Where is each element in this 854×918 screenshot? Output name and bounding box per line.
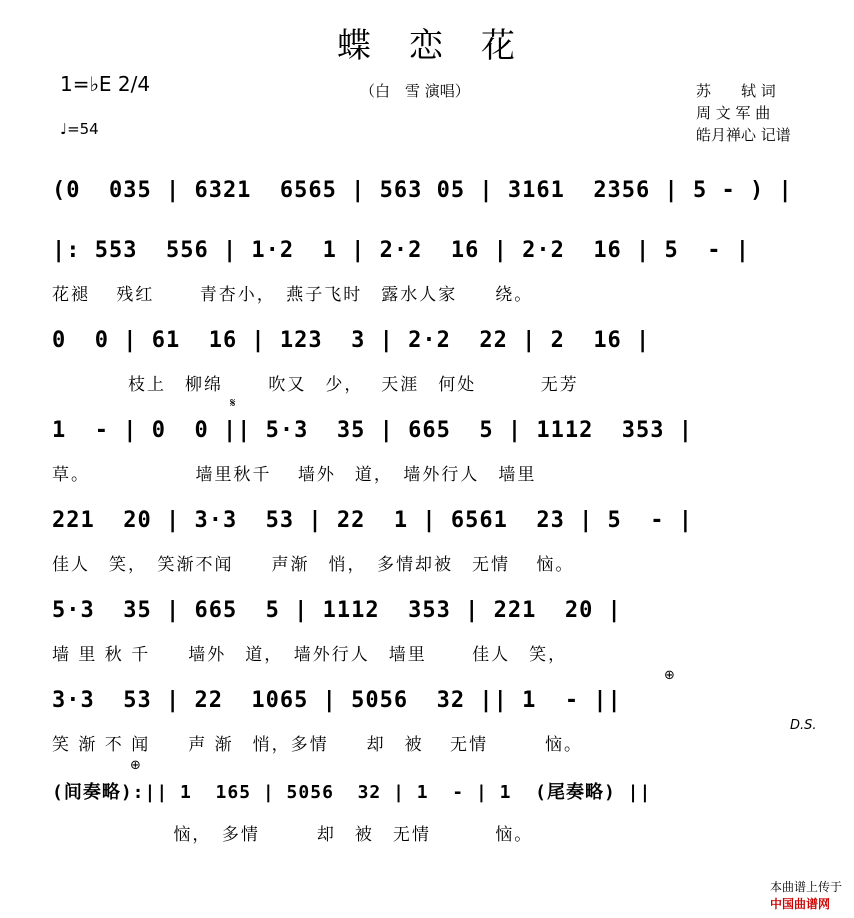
- composer-credit: 周 文 军 曲: [696, 104, 771, 122]
- notes-line: 0 0 | 61 16 | 123 3 | 2·2 22 | 2 16 |: [52, 328, 651, 353]
- notes-line: 3·3 53 | 22 1065 | 5056 32 || 1 - ||: [52, 688, 622, 713]
- song-title: 蝶 恋 花: [337, 26, 517, 66]
- notes-line: 221 20 | 3·3 53 | 22 1 | 6561 23 | 5 - |: [52, 508, 694, 533]
- score-row-4: [0, 396, 854, 502]
- segno-mark: 𝄋: [230, 396, 236, 411]
- lyrics-line: 草。 墙里秋千 墙外 道， 墙外行人 墙里: [52, 465, 537, 485]
- score-row-6: [0, 598, 854, 682]
- score-row-3: [0, 328, 854, 412]
- lyrics-line: 恼， 多情 却 被 无情 恼。: [52, 825, 534, 845]
- lyrics-line: 佳人 笑， 笑渐不闻 声渐 悄， 多情却被 无情 恼。: [52, 555, 575, 575]
- site-logo: 中国曲谱网: [769, 897, 830, 911]
- score-row-2: [0, 238, 854, 322]
- lyrics-line: 墙 里 秋 千 墙外 道， 墙外行人 墙里 佳人 笑，: [52, 645, 568, 665]
- score-row-5: [0, 508, 854, 592]
- score-row-7: [0, 668, 854, 772]
- footer-label: 本曲谱上传于: [769, 880, 842, 894]
- lyrics-line: 笑 渐 不 闻 声 渐 悄，多情 却 被 无情 恼。: [52, 735, 584, 755]
- upload-footer: [762, 864, 842, 912]
- lyricist-credit: 苏 轼 词: [696, 82, 776, 100]
- coda-mark-2: ⊕: [130, 758, 141, 773]
- ds-mark: D.S.: [790, 718, 817, 733]
- notes-line: (间奏略):|| 1 165 | 5056 32 | 1 - | 1 (尾奏略) ||: [52, 782, 652, 803]
- key-signature: 1=♭E 2/4: [60, 72, 151, 96]
- coda-mark: ⊕: [664, 668, 675, 683]
- notes-line: 5·3 35 | 665 5 | 1112 353 | 221 20 |: [52, 598, 622, 623]
- transcriber-credit: 皓月禅心 记谱: [696, 126, 791, 144]
- tempo-marking: ♩=54: [60, 120, 99, 138]
- lyrics-line: 枝上 柳绵 吹又 少， 天涯 何处 无芳: [52, 375, 579, 395]
- score-row-8: [0, 758, 854, 862]
- lyrics-line: 花褪 残红 青杏小， 燕子飞时 露水人家 绕。: [52, 285, 534, 305]
- performer-note: （白 雪 演唱）: [360, 82, 470, 100]
- notes-line: |: 553 556 | 1·2 1 | 2·2 16 | 2·2 16 | 5 - |: [52, 238, 751, 263]
- notes-line: 1 - | 0 0 || 5·3 35 | 665 5 | 1112 353 |: [52, 418, 694, 443]
- notes-line: (0 035 | 6321 6565 | 563 05 | 3161 2356 | 5 - ) |: [52, 178, 793, 203]
